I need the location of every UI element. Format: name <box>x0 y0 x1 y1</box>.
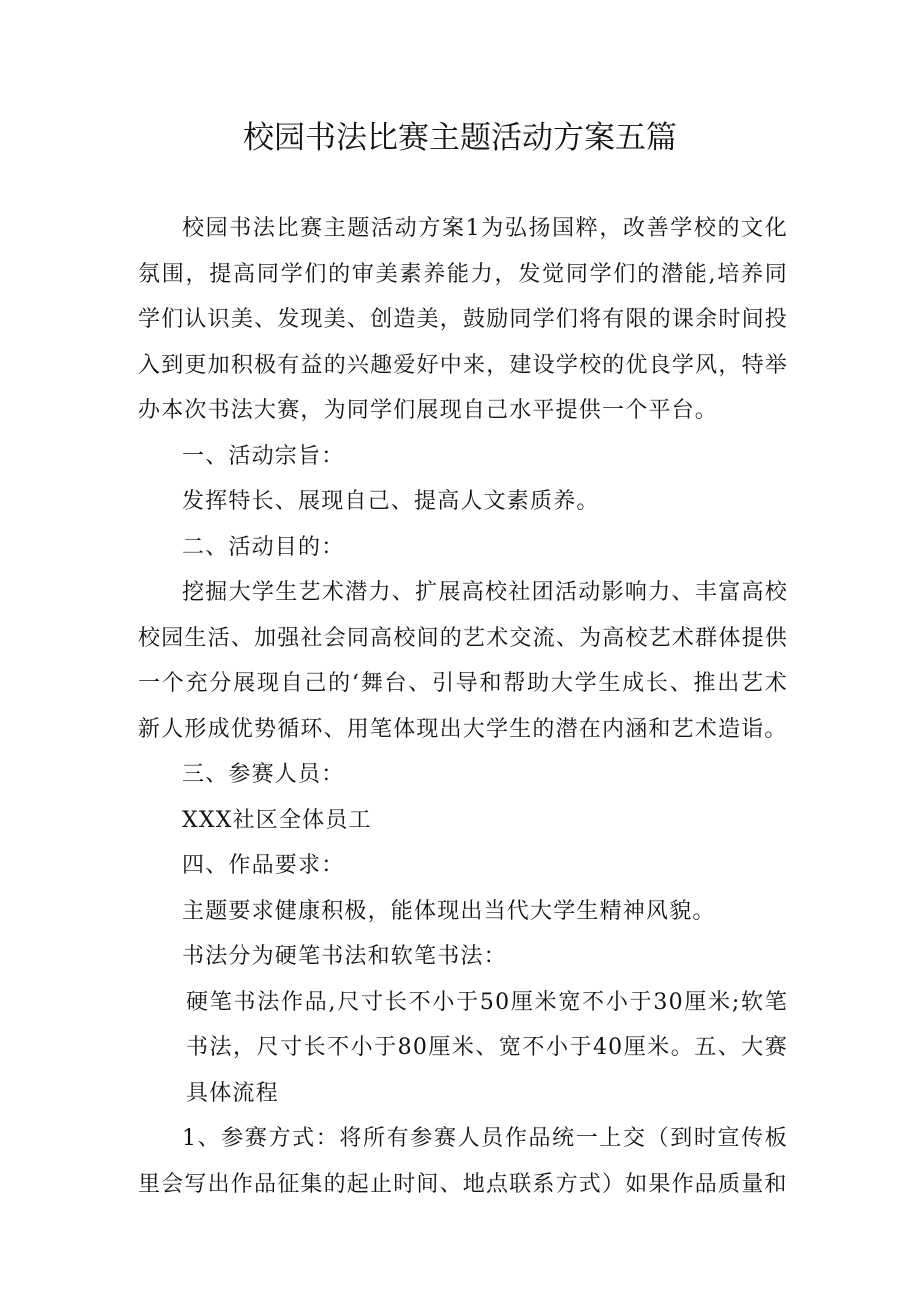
paragraph-intro: 校园书法比赛主题活动方案1为弘扬国粹，改善学校的文化氛围，提高同学们的审美素养能力，发觉同学们的潜能,培养同学们认识美、发现美、创造美，鼓励同学们将有限的课余时间投入到更加积极有益的兴趣爱好中来，建设学校的优良学风，特举办本次书法大赛，为同学们展现自己水平提供一个平台。 <box>138 216 788 423</box>
paragraph-activity-goal: 挖掘大学生艺术潜力、扩展高校社团活动影响力、丰富高校校园生活、加强社会同高校间的艺术交流、为高校艺术群体提供一个充分展现自己的‘舞台、引导和帮助大学生成长、推出艺术新人形成优势循环、用笔体现出大学生的潜在内涵和艺术造诣。 <box>138 580 788 742</box>
document-title: 校园书法比赛主题活动方案五篇 <box>243 120 677 156</box>
heading-participants: 三、参赛人员： <box>182 762 345 787</box>
paragraph-calligraphy-types: 书法分为硬笔书法和软笔书法： <box>182 944 507 969</box>
document-body <box>138 206 788 1207</box>
paragraph-participants: XXX社区全体员工 <box>182 807 372 833</box>
paragraph-activity-purpose: 发挥特长、展现自己、提高人文素质养。 <box>182 489 600 514</box>
paragraph-size-requirements: 硬笔书法作品,尺寸长不小于50厘米宽不小于30厘米;软笔书法，尺寸长不小于80厘米、宽不小于40厘米。五、大赛具体流程 <box>186 989 788 1106</box>
heading-activity-goal: 二、活动目的： <box>182 534 345 560</box>
heading-activity-purpose: 一、活动宗旨： <box>182 443 345 469</box>
heading-work-requirements: 四、作品要求： <box>182 853 345 878</box>
paragraph-theme-requirement: 主题要求健康积极，能体现出当代大学生精神风貌。 <box>182 898 716 924</box>
paragraph-entry-method: 1、参赛方式：将所有参赛人员作品统一上交（到时宣传板里会写出作品征集的起止时间、地点联系方式）如果作品质量和 <box>138 1126 788 1197</box>
